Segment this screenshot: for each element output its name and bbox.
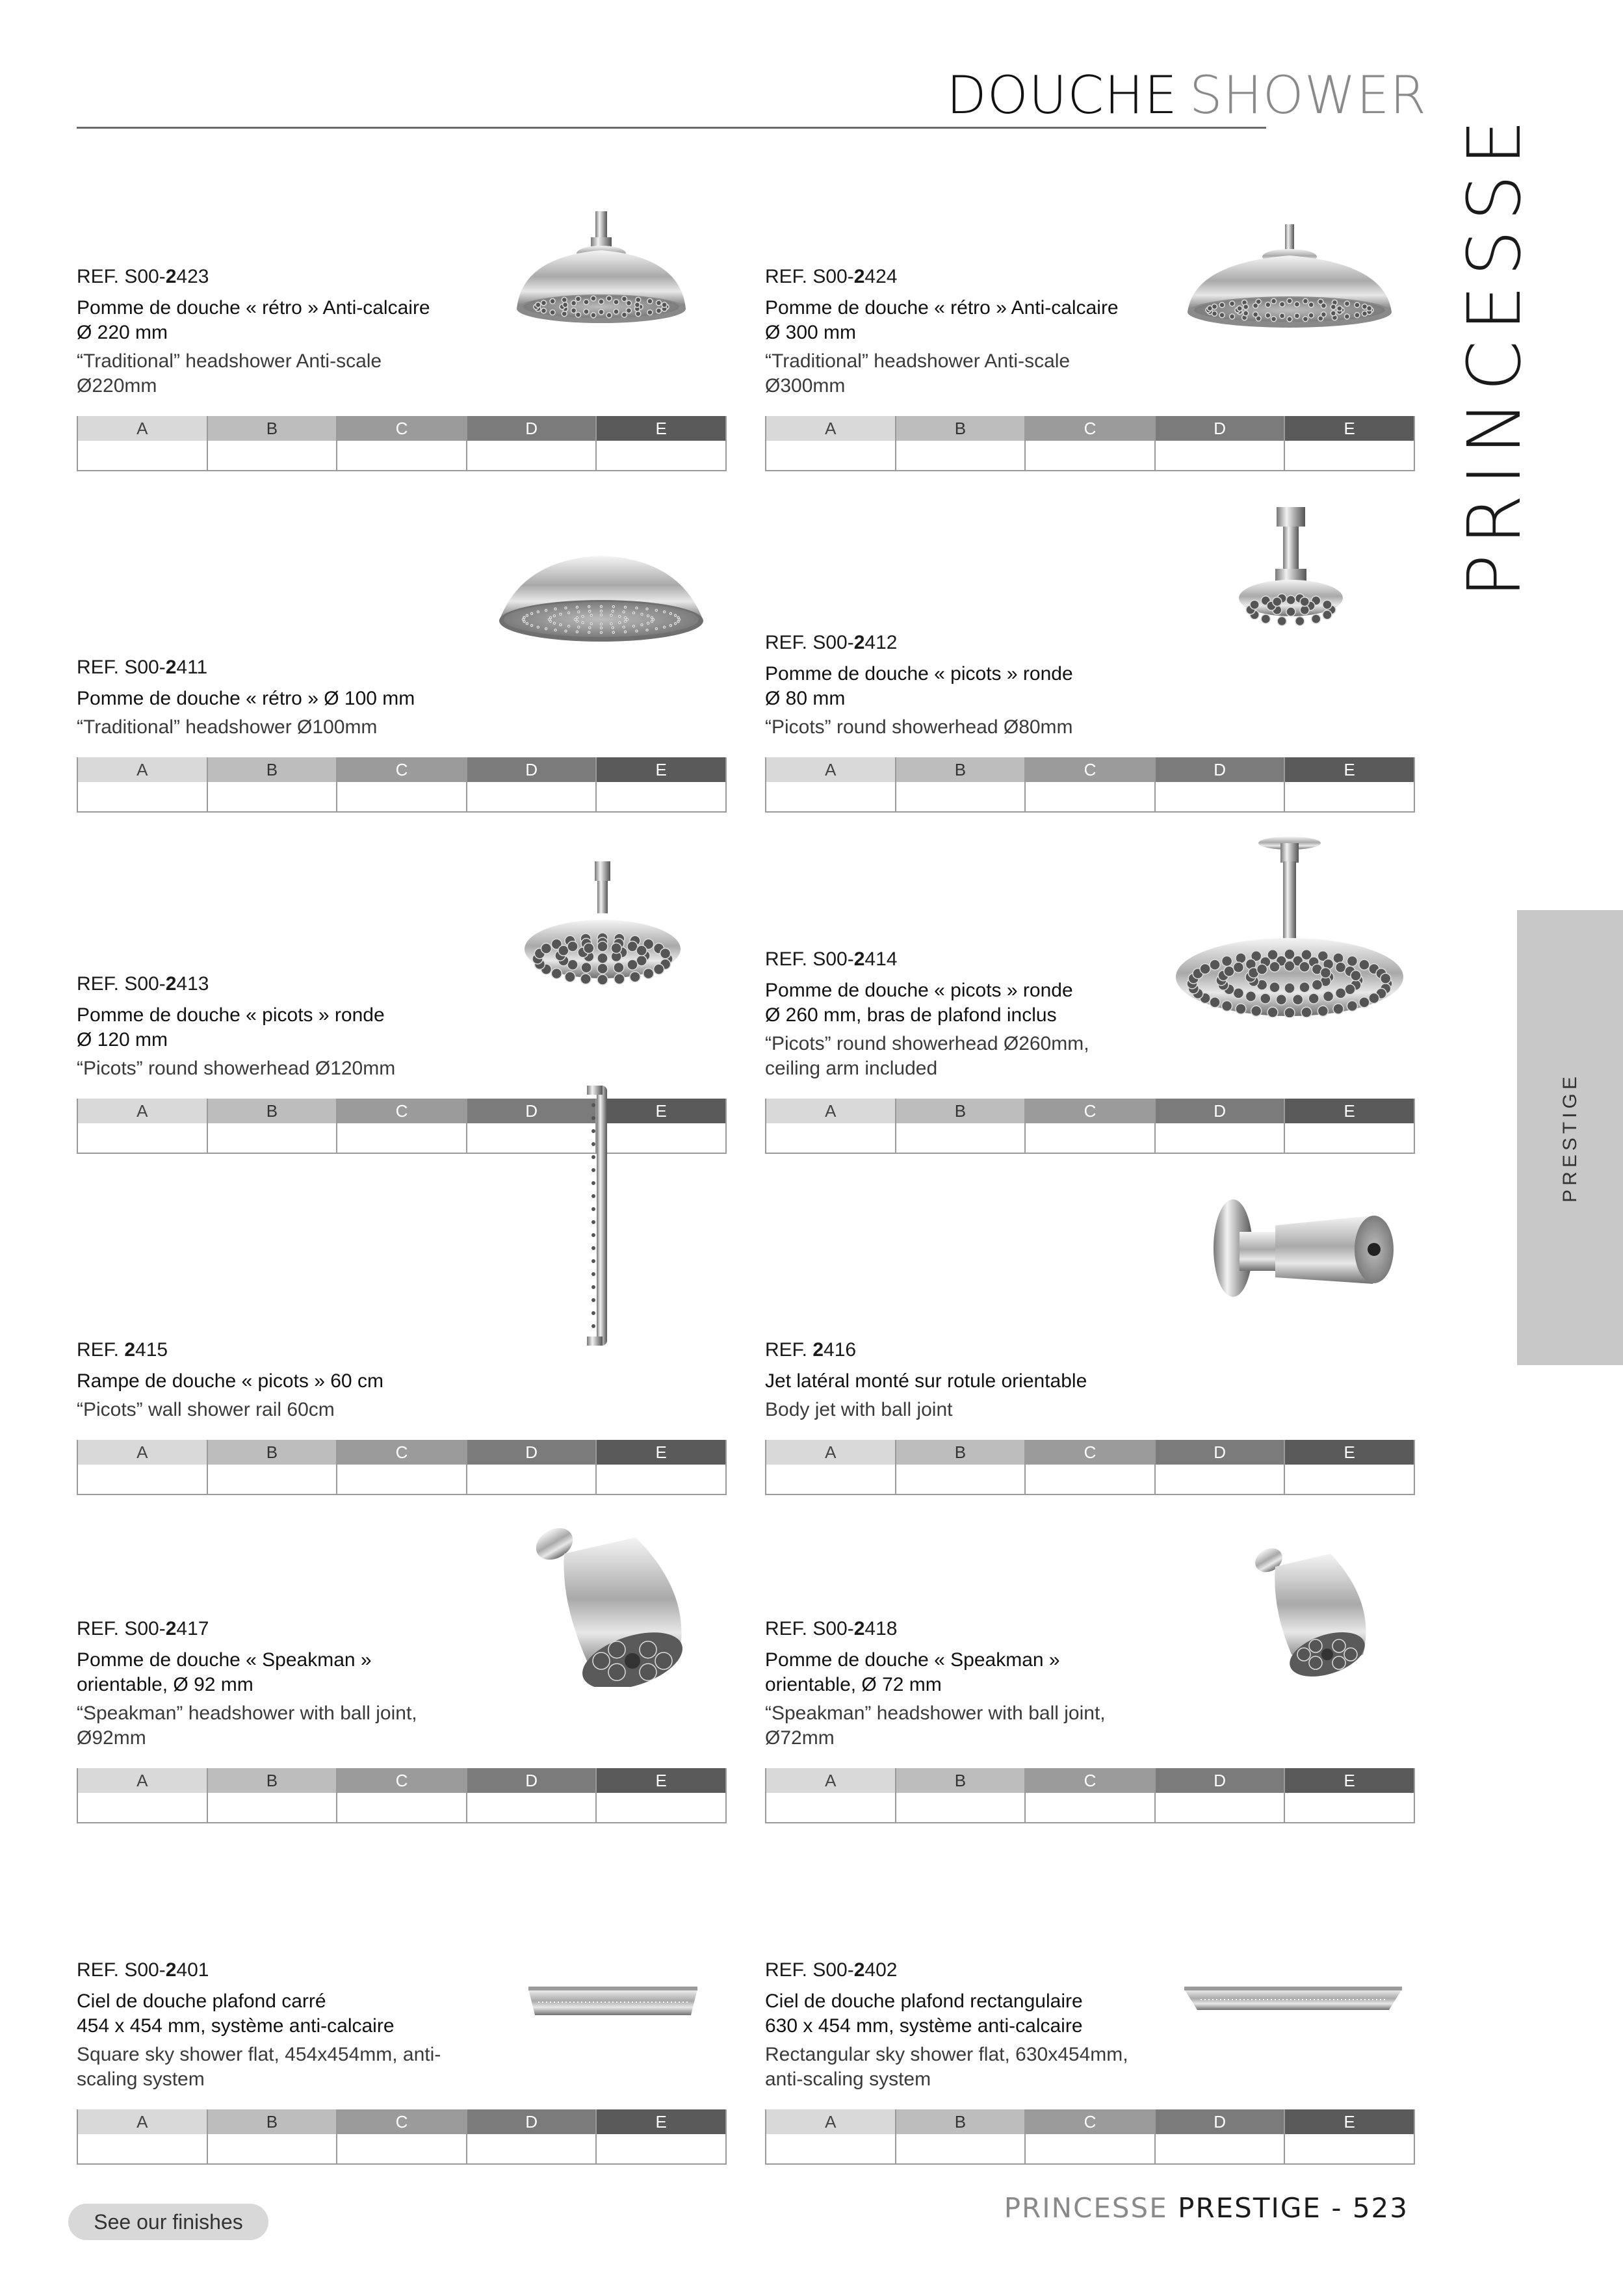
retro-headshower-large-icon xyxy=(1165,146,1415,335)
finish-cell-c[interactable] xyxy=(1026,416,1156,470)
ref-bold: 2 xyxy=(165,1959,177,1981)
ref-prefix: REF. S00- xyxy=(77,657,166,678)
description-en-line: “Speakman” headshower with ball joint, xyxy=(77,1702,417,1724)
finish-label: B xyxy=(896,1768,1025,1793)
description-fr-line: Pomme de douche « picots » ronde xyxy=(77,1004,385,1026)
product-description xyxy=(77,1958,473,2092)
finish-label: C xyxy=(1026,2109,1154,2134)
finish-label: D xyxy=(1156,1440,1284,1465)
description-fr-line: Ø 120 mm xyxy=(77,1029,168,1050)
product-card xyxy=(765,829,1415,1154)
finish-label: A xyxy=(766,2109,895,2134)
description-fr-line: Ø 220 mm xyxy=(77,322,168,343)
ref-prefix: REF. xyxy=(765,1339,813,1361)
body-jet-icon xyxy=(1165,1170,1415,1359)
product-ref xyxy=(77,1338,473,1363)
finish-cell-c[interactable] xyxy=(337,1768,467,1822)
finish-table xyxy=(765,757,1415,813)
description-en-line: “Picots” round showerhead Ø120mm xyxy=(77,1058,396,1079)
finish-label: B xyxy=(896,416,1025,441)
ref-suffix: 416 xyxy=(824,1339,857,1361)
description-fr-line: Ciel de douche plafond carré xyxy=(77,1990,326,2012)
finish-label: E xyxy=(597,1099,725,1123)
finish-label: E xyxy=(597,2109,725,2134)
finish-cell-a[interactable] xyxy=(766,1768,896,1822)
finish-cell-c[interactable] xyxy=(1026,757,1156,811)
finish-label: B xyxy=(208,1099,337,1123)
finish-cell-d[interactable] xyxy=(467,1768,597,1822)
product-card xyxy=(77,1498,727,1823)
description-fr-line: Pomme de douche « rétro » Anti-calcaire xyxy=(77,297,430,319)
description-fr xyxy=(77,296,473,345)
finish-table xyxy=(77,757,727,813)
description-fr-line: Jet latéral monté sur rotule orientable xyxy=(765,1370,1087,1392)
finish-cell-b[interactable] xyxy=(208,416,338,470)
product-ref xyxy=(77,972,473,997)
finish-label: B xyxy=(208,757,337,782)
finish-cell-e[interactable] xyxy=(1285,2109,1414,2163)
see-finishes-button[interactable]: See our finishes xyxy=(68,2204,268,2240)
finish-label: C xyxy=(337,2109,466,2134)
ref-bold: 2 xyxy=(165,973,177,995)
footer-line: PRESTIGE xyxy=(1178,2192,1321,2224)
finish-label: E xyxy=(597,757,725,782)
picots-headshower-icon xyxy=(476,829,727,1017)
ref-prefix: REF. S00- xyxy=(765,632,854,653)
finish-label: D xyxy=(1156,416,1284,441)
square-sky-shower-icon xyxy=(476,1840,727,2028)
ref-bold: 2 xyxy=(165,266,177,287)
finish-label: D xyxy=(467,1768,596,1793)
rect-sky-shower-icon xyxy=(1165,1840,1415,2028)
description-en-line: anti-scaling system xyxy=(765,2068,931,2090)
ref-prefix: REF. S00- xyxy=(77,266,166,287)
finish-cell-e[interactable] xyxy=(597,1440,725,1494)
brand-vertical-label: PRINCESSE xyxy=(1453,110,1537,599)
description-en xyxy=(765,1701,1162,1751)
finish-cell-a[interactable] xyxy=(766,416,896,470)
ref-suffix: 415 xyxy=(135,1339,168,1361)
ref-bold: 2 xyxy=(853,632,865,653)
finish-label: B xyxy=(896,1440,1025,1465)
description-fr-line: Ø 260 mm, bras de plafond inclus xyxy=(765,1004,1057,1026)
finish-label: C xyxy=(337,757,466,782)
ref-prefix: REF. xyxy=(77,1339,125,1361)
description-en-line: “Picots” round showerhead Ø80mm xyxy=(765,716,1073,738)
description-en xyxy=(77,715,473,740)
finish-label: D xyxy=(467,2109,596,2134)
finish-label: E xyxy=(1285,1099,1414,1123)
finish-label: D xyxy=(1156,2109,1284,2134)
finish-label: B xyxy=(896,1099,1025,1123)
finish-cell-a[interactable] xyxy=(766,1099,896,1153)
product-description xyxy=(765,1338,1162,1422)
description-en-line: ceiling arm included xyxy=(765,1058,938,1079)
finish-cell-b[interactable] xyxy=(208,757,338,811)
finish-cell-c[interactable] xyxy=(1026,2109,1156,2163)
description-en-line: Square sky shower flat, 454x454mm, anti- xyxy=(77,2044,441,2065)
description-fr-line: orientable, Ø 72 mm xyxy=(765,1674,942,1695)
finish-label: E xyxy=(1285,757,1414,782)
description-en-line: “Traditional” headshower Anti-scale xyxy=(765,350,1071,372)
description-fr-line: Pomme de douche « picots » ronde xyxy=(765,980,1073,1001)
finish-label: B xyxy=(208,416,337,441)
speakman-headshower-icon xyxy=(476,1498,727,1687)
finish-cell-a[interactable] xyxy=(766,757,896,811)
product-ref xyxy=(765,1617,1162,1641)
product-description xyxy=(77,972,473,1081)
finish-cell-d[interactable] xyxy=(1156,1768,1286,1822)
finish-label: A xyxy=(766,416,895,441)
finish-table xyxy=(77,1440,727,1495)
description-fr xyxy=(765,296,1162,345)
product-description xyxy=(77,1338,473,1422)
description-en xyxy=(77,1056,473,1081)
description-fr xyxy=(77,1989,473,2039)
product-description xyxy=(77,265,473,398)
finish-label: E xyxy=(597,1440,725,1465)
finish-label: C xyxy=(337,1440,466,1465)
finish-table xyxy=(77,1768,727,1823)
description-fr xyxy=(765,978,1162,1028)
ref-suffix: 411 xyxy=(176,657,208,678)
retro-headshower-icon xyxy=(476,146,727,335)
finish-cell-b[interactable] xyxy=(896,416,1026,470)
finish-cell-a[interactable] xyxy=(766,2109,896,2163)
title-fr: DOUCHE xyxy=(946,65,1178,125)
ref-suffix: 424 xyxy=(864,266,898,287)
ref-suffix: 402 xyxy=(864,1959,898,1981)
finish-label: C xyxy=(1026,1099,1154,1123)
page-title xyxy=(946,65,1427,125)
description-en xyxy=(77,2042,473,2092)
finish-label: A xyxy=(78,1099,207,1123)
product-card xyxy=(765,146,1415,471)
product-ref xyxy=(765,1338,1162,1363)
ref-suffix: 412 xyxy=(864,632,898,653)
finish-label: E xyxy=(1285,1440,1414,1465)
finish-cell-e[interactable] xyxy=(1285,757,1414,811)
finish-cell-c[interactable] xyxy=(337,1440,467,1494)
ref-bold: 2 xyxy=(853,1959,865,1981)
finish-label: A xyxy=(78,757,207,782)
finish-label: C xyxy=(1026,1768,1154,1793)
picots-small-headshower-icon xyxy=(1165,488,1415,676)
description-en-line: “Picots” wall shower rail 60cm xyxy=(77,1399,335,1420)
description-fr-line: Pomme de douche « Speakman » xyxy=(77,1649,372,1671)
finish-cell-c[interactable] xyxy=(337,2109,467,2163)
finish-label: C xyxy=(337,1099,466,1123)
ref-bold: 2 xyxy=(165,657,177,678)
title-en: SHOWER xyxy=(1189,65,1427,125)
product-ref xyxy=(77,265,473,289)
finish-cell-c[interactable] xyxy=(337,757,467,811)
description-en-line: Rectangular sky shower flat, 630x454mm, xyxy=(765,2044,1128,2065)
description-en-line: Ø300mm xyxy=(765,375,846,397)
page-number: - 523 xyxy=(1331,2192,1409,2224)
description-fr xyxy=(77,1648,473,1697)
finish-label: E xyxy=(597,1768,725,1793)
description-fr-line: Rampe de douche « picots » 60 cm xyxy=(77,1370,383,1392)
description-en-line: Ø92mm xyxy=(77,1727,146,1749)
finish-label: D xyxy=(1156,1099,1284,1123)
description-en xyxy=(765,2042,1162,2092)
description-en xyxy=(765,715,1162,740)
finish-cell-e[interactable] xyxy=(597,2109,725,2163)
product-ref xyxy=(765,265,1162,289)
finish-cell-b[interactable] xyxy=(896,757,1026,811)
finish-label: A xyxy=(766,1099,895,1123)
finish-cell-a[interactable] xyxy=(78,1768,208,1822)
description-fr-line: Pomme de douche « rétro » Anti-calcaire xyxy=(765,297,1119,319)
finish-label: B xyxy=(896,2109,1025,2134)
finish-label: D xyxy=(467,416,596,441)
finish-label: D xyxy=(467,1099,596,1123)
finish-label: B xyxy=(896,757,1025,782)
product-card xyxy=(765,488,1415,813)
product-card xyxy=(765,1840,1415,2165)
finish-cell-a[interactable] xyxy=(78,2109,208,2163)
section-tab-label: PRESTIGE xyxy=(1559,1073,1581,1203)
finish-table xyxy=(77,416,727,471)
description-en xyxy=(765,349,1162,398)
product-card xyxy=(77,1170,727,1495)
product-ref xyxy=(765,1958,1162,1983)
finish-label: A xyxy=(78,2109,207,2134)
finish-cell-e[interactable] xyxy=(597,757,725,811)
product-card xyxy=(765,1170,1415,1495)
finish-table xyxy=(765,1440,1415,1495)
finish-cell-d[interactable] xyxy=(1156,757,1286,811)
ref-bold: 2 xyxy=(124,1339,136,1361)
finish-label: A xyxy=(78,416,207,441)
ref-suffix: 413 xyxy=(176,973,209,995)
finish-cell-b[interactable] xyxy=(896,2109,1026,2163)
description-en-line: “Traditional” headshower Ø100mm xyxy=(77,716,378,738)
finish-cell-c[interactable] xyxy=(1026,1099,1156,1153)
finish-cell-c[interactable] xyxy=(1026,1440,1156,1494)
ref-bold: 2 xyxy=(812,1339,824,1361)
ref-suffix: 418 xyxy=(864,1618,898,1639)
picots-ceiling-headshower-icon xyxy=(1165,829,1415,1017)
finish-table xyxy=(77,2109,727,2165)
description-en xyxy=(77,349,473,398)
ref-prefix: REF. S00- xyxy=(765,948,854,970)
description-en-line: “Speakman” headshower with ball joint, xyxy=(765,1702,1106,1724)
finish-label: A xyxy=(766,757,895,782)
ref-suffix: 401 xyxy=(176,1959,209,1981)
product-ref xyxy=(77,655,473,680)
finish-cell-a[interactable] xyxy=(78,416,208,470)
finish-table xyxy=(765,1099,1415,1154)
finish-cell-a[interactable] xyxy=(78,757,208,811)
finish-cell-d[interactable] xyxy=(1156,1440,1286,1494)
ref-suffix: 417 xyxy=(176,1618,209,1639)
description-en-line: Ø72mm xyxy=(765,1727,835,1749)
finish-cell-e[interactable] xyxy=(597,416,725,470)
description-fr-line: 454 x 454 mm, système anti-calcaire xyxy=(77,2015,395,2037)
product-card xyxy=(77,488,727,813)
product-ref xyxy=(765,947,1162,972)
description-fr-line: Pomme de douche « picots » ronde xyxy=(765,663,1073,685)
description-fr xyxy=(765,1989,1162,2039)
description-en-line: “Traditional” headshower Anti-scale xyxy=(77,350,382,372)
ref-suffix: 414 xyxy=(864,948,898,970)
description-en xyxy=(77,1398,473,1422)
finish-table xyxy=(765,2109,1415,2165)
finish-label: D xyxy=(467,757,596,782)
finish-cell-d[interactable] xyxy=(467,416,597,470)
product-description xyxy=(765,947,1162,1081)
ref-bold: 2 xyxy=(165,1618,177,1639)
header-divider xyxy=(77,127,1266,129)
section-tab xyxy=(1517,910,1623,1365)
ref-prefix: REF. S00- xyxy=(77,1959,166,1981)
finish-cell-a[interactable] xyxy=(766,1440,896,1494)
finish-cell-c[interactable] xyxy=(337,416,467,470)
description-fr xyxy=(765,1648,1162,1697)
product-description xyxy=(765,631,1162,740)
finish-label: E xyxy=(1285,2109,1414,2134)
product-ref xyxy=(765,631,1162,655)
finish-label: C xyxy=(337,416,466,441)
finish-cell-d[interactable] xyxy=(1156,1099,1286,1153)
finish-label: C xyxy=(1026,1440,1154,1465)
product-description xyxy=(765,1617,1162,1751)
finish-label: D xyxy=(1156,1768,1284,1793)
finish-label: A xyxy=(78,1768,207,1793)
finish-label: C xyxy=(1026,757,1154,782)
product-description xyxy=(77,655,473,740)
finish-cell-d[interactable] xyxy=(1156,2109,1286,2163)
finish-cell-d[interactable] xyxy=(467,1440,597,1494)
description-en xyxy=(765,1032,1162,1081)
description-fr xyxy=(77,686,473,711)
description-en-line: Body jet with ball joint xyxy=(765,1399,953,1420)
finish-cell-e[interactable] xyxy=(1285,1768,1414,1822)
dome-headshower-icon xyxy=(476,488,727,676)
finish-cell-d[interactable] xyxy=(467,2109,597,2163)
finish-label: E xyxy=(1285,1768,1414,1793)
finish-cell-b[interactable] xyxy=(896,1440,1026,1494)
finish-cell-c[interactable] xyxy=(337,1099,467,1153)
page-footer xyxy=(1004,2192,1409,2224)
finish-label: A xyxy=(78,1440,207,1465)
finish-cell-a[interactable] xyxy=(78,1099,208,1153)
finish-cell-e[interactable] xyxy=(1285,1099,1414,1153)
finish-cell-c[interactable] xyxy=(1026,1768,1156,1822)
description-en-line: scaling system xyxy=(77,2068,205,2090)
description-fr-line: orientable, Ø 92 mm xyxy=(77,1674,253,1695)
product-description xyxy=(77,1617,473,1751)
ref-prefix: REF. S00- xyxy=(765,266,854,287)
product-ref xyxy=(77,1958,473,1983)
ref-bold: 2 xyxy=(853,1618,865,1639)
shower-rail-icon xyxy=(476,1170,727,1359)
finish-label: E xyxy=(597,416,725,441)
finish-label: B xyxy=(208,1440,337,1465)
finish-table xyxy=(765,416,1415,471)
finish-table xyxy=(765,1768,1415,1823)
finish-label: B xyxy=(208,1768,337,1793)
ref-prefix: REF. S00- xyxy=(77,1618,166,1639)
finish-cell-b[interactable] xyxy=(896,1768,1026,1822)
finish-cell-e[interactable] xyxy=(1285,1440,1414,1494)
product-card xyxy=(77,146,727,471)
finish-label: E xyxy=(1285,416,1414,441)
speakman-small-headshower-icon xyxy=(1165,1498,1415,1687)
finish-label: D xyxy=(1156,757,1284,782)
description-fr xyxy=(765,1369,1162,1394)
description-fr xyxy=(77,1369,473,1394)
description-fr-line: Pomme de douche « Speakman » xyxy=(765,1649,1060,1671)
footer-brand: PRINCESSE xyxy=(1004,2192,1168,2224)
description-en xyxy=(77,1701,473,1751)
finish-label: A xyxy=(766,1440,895,1465)
ref-prefix: REF. S00- xyxy=(77,973,166,995)
finish-label: B xyxy=(208,2109,337,2134)
ref-suffix: 423 xyxy=(176,266,209,287)
ref-prefix: REF. S00- xyxy=(765,1959,854,1981)
finish-cell-b[interactable] xyxy=(208,1768,338,1822)
finish-cell-d[interactable] xyxy=(1156,416,1286,470)
finish-label: D xyxy=(467,1440,596,1465)
description-en-line: “Picots” round showerhead Ø260mm, xyxy=(765,1033,1089,1054)
description-en xyxy=(765,1398,1162,1422)
description-fr-line: Ø 300 mm xyxy=(765,322,857,343)
product-card xyxy=(77,1840,727,2165)
ref-bold: 2 xyxy=(853,948,865,970)
ref-prefix: REF. S00- xyxy=(765,1618,854,1639)
finish-cell-b[interactable] xyxy=(208,1440,338,1494)
finish-cell-b[interactable] xyxy=(208,1099,338,1153)
finish-cell-a[interactable] xyxy=(78,1440,208,1494)
finish-label: A xyxy=(766,1768,895,1793)
description-en-line: Ø220mm xyxy=(77,375,157,397)
finish-cell-b[interactable] xyxy=(208,2109,338,2163)
finish-cell-e[interactable] xyxy=(1285,416,1414,470)
finish-cell-b[interactable] xyxy=(896,1099,1026,1153)
product-card xyxy=(765,1498,1415,1823)
finish-cell-e[interactable] xyxy=(597,1768,725,1822)
description-fr-line: Ø 80 mm xyxy=(765,688,846,709)
product-ref xyxy=(77,1617,473,1641)
ref-bold: 2 xyxy=(853,266,865,287)
description-fr-line: 630 x 454 mm, système anti-calcaire xyxy=(765,2015,1083,2037)
product-description xyxy=(765,265,1162,398)
description-fr-line: Ciel de douche plafond rectangulaire xyxy=(765,1990,1083,2012)
finish-label: C xyxy=(1026,416,1154,441)
description-fr xyxy=(77,1003,473,1052)
finish-label: C xyxy=(337,1768,466,1793)
finish-cell-d[interactable] xyxy=(467,757,597,811)
product-description xyxy=(765,1958,1162,2092)
description-fr xyxy=(765,662,1162,711)
description-fr-line: Pomme de douche « rétro » Ø 100 mm xyxy=(77,688,415,709)
